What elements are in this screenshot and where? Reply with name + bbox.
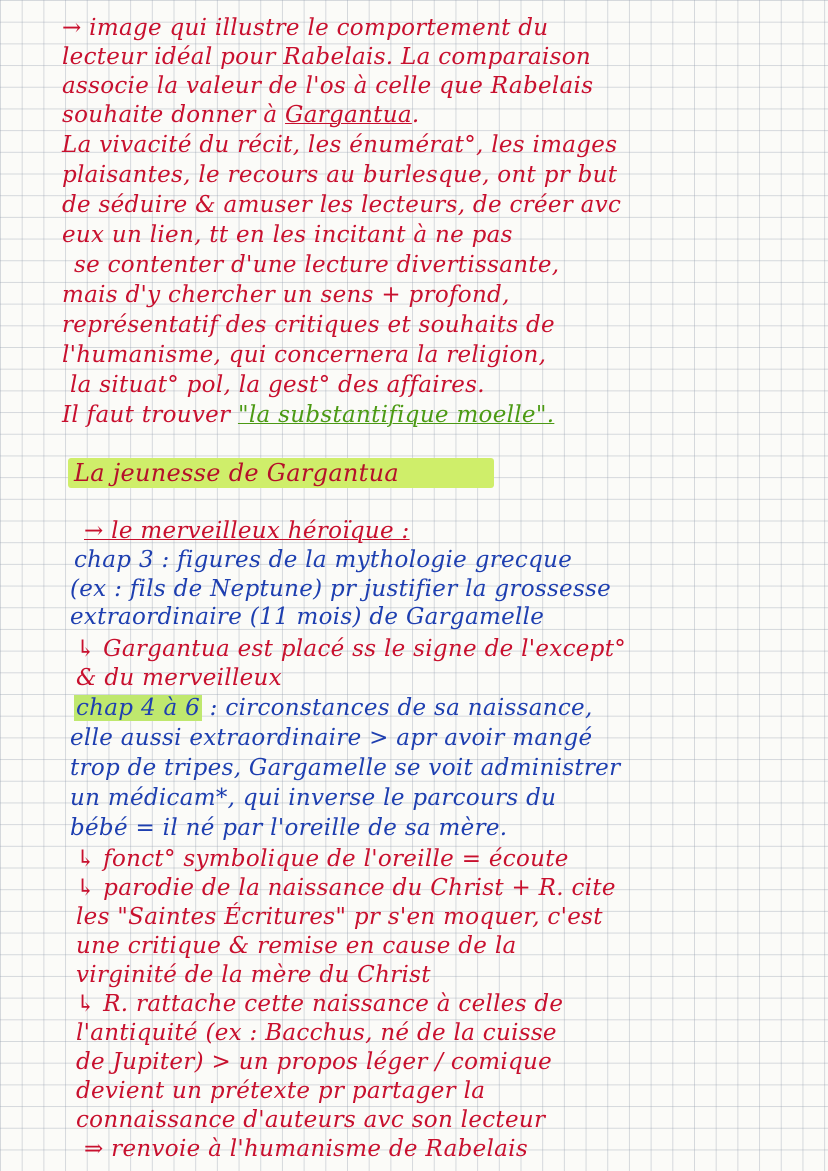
text-line: eux un lien, tt en les incitant à ne pas: [62, 222, 513, 248]
text-line: un médicam*, qui inverse le parcours du: [70, 785, 557, 811]
text-line: ↳ Gargantua est placé ss le signe de l'except°: [76, 636, 627, 662]
text-line: bébé = il né par l'oreille de sa mère.: [70, 815, 508, 841]
text-line: l'antiquité (ex : Bacchus, né de la cuisse: [76, 1020, 557, 1046]
text-line: lecteur idéal pour Rabelais. La comparaison: [62, 44, 592, 70]
text-line: ↳ parodie de la naissance du Christ + R. cite: [76, 875, 616, 901]
text-segment: .: [411, 102, 420, 128]
text-segment: : circonstances de sa naissance,: [202, 695, 593, 721]
text-line: devient un prétexte pr partager la: [76, 1078, 486, 1104]
text-line: chap 3 : figures de la mythologie grecque: [74, 547, 573, 573]
text-line: ⇒ renvoie à l'humanisme de Rabelais: [84, 1136, 528, 1162]
text-line: connaissance d'auteurs avc son lecteur: [76, 1107, 546, 1133]
subheading: → le merveilleux héroïque :: [84, 518, 410, 544]
text-segment: Il faut trouver: [62, 402, 238, 428]
text-line: (ex : fils de Neptune) pr justifier la grossesse: [70, 576, 612, 602]
text-line: virginité de la mère du Christ: [76, 962, 431, 988]
text-line: → image qui illustre le comportement du: [62, 15, 549, 41]
text-line: les "Saintes Écritures" pr s'en moquer, c'est: [76, 904, 603, 930]
text-line: la situat° pol, la gest° des affaires.: [70, 372, 485, 398]
chapter-label: chap 4 à 6: [76, 695, 201, 721]
text-line: une critique & remise en cause de la: [76, 933, 517, 959]
book-title: Gargantua: [285, 102, 412, 128]
text-line: elle aussi extraordinaire > apr avoir mangé: [70, 725, 593, 751]
text-line: & du merveilleux: [76, 665, 282, 691]
text-line: de Jupiter) > un propos léger / comique: [76, 1049, 553, 1075]
text-line: extraordinaire (11 mois) de Gargamelle: [70, 604, 545, 630]
text-line: plaisantes, le recours au burlesque, ont pr but: [62, 162, 618, 188]
text-line: mais d'y chercher un sens + profond,: [62, 282, 510, 308]
text-line: [74, 694, 593, 722]
text-line: représentatif des critiques et souhaits de: [62, 312, 555, 338]
text-line: ↳ fonct° symbolique de l'oreille = écoute: [76, 846, 569, 872]
quote: "la substantifique moelle".: [237, 402, 555, 428]
section-heading: La jeunesse de Gargantua: [74, 459, 399, 487]
text-line: ↳ R. rattache cette naissance à celles de: [76, 991, 564, 1017]
text-line: [62, 401, 554, 429]
text-line: se contenter d'une lecture divertissante,: [74, 252, 560, 278]
text-line: trop de tripes, Gargamelle se voit administrer: [70, 755, 621, 781]
text-line: l'humanisme, qui concernera la religion,: [62, 342, 547, 368]
text-line: La vivacité du récit, les énumérat°, les images: [62, 132, 618, 158]
text-line: de séduire & amuser les lecteurs, de créer avc: [62, 192, 622, 218]
text-segment: souhaite donner à: [62, 102, 286, 128]
text-line: [62, 101, 419, 129]
text-line: associe la valeur de l'os à celle que Rabelais: [62, 73, 594, 99]
